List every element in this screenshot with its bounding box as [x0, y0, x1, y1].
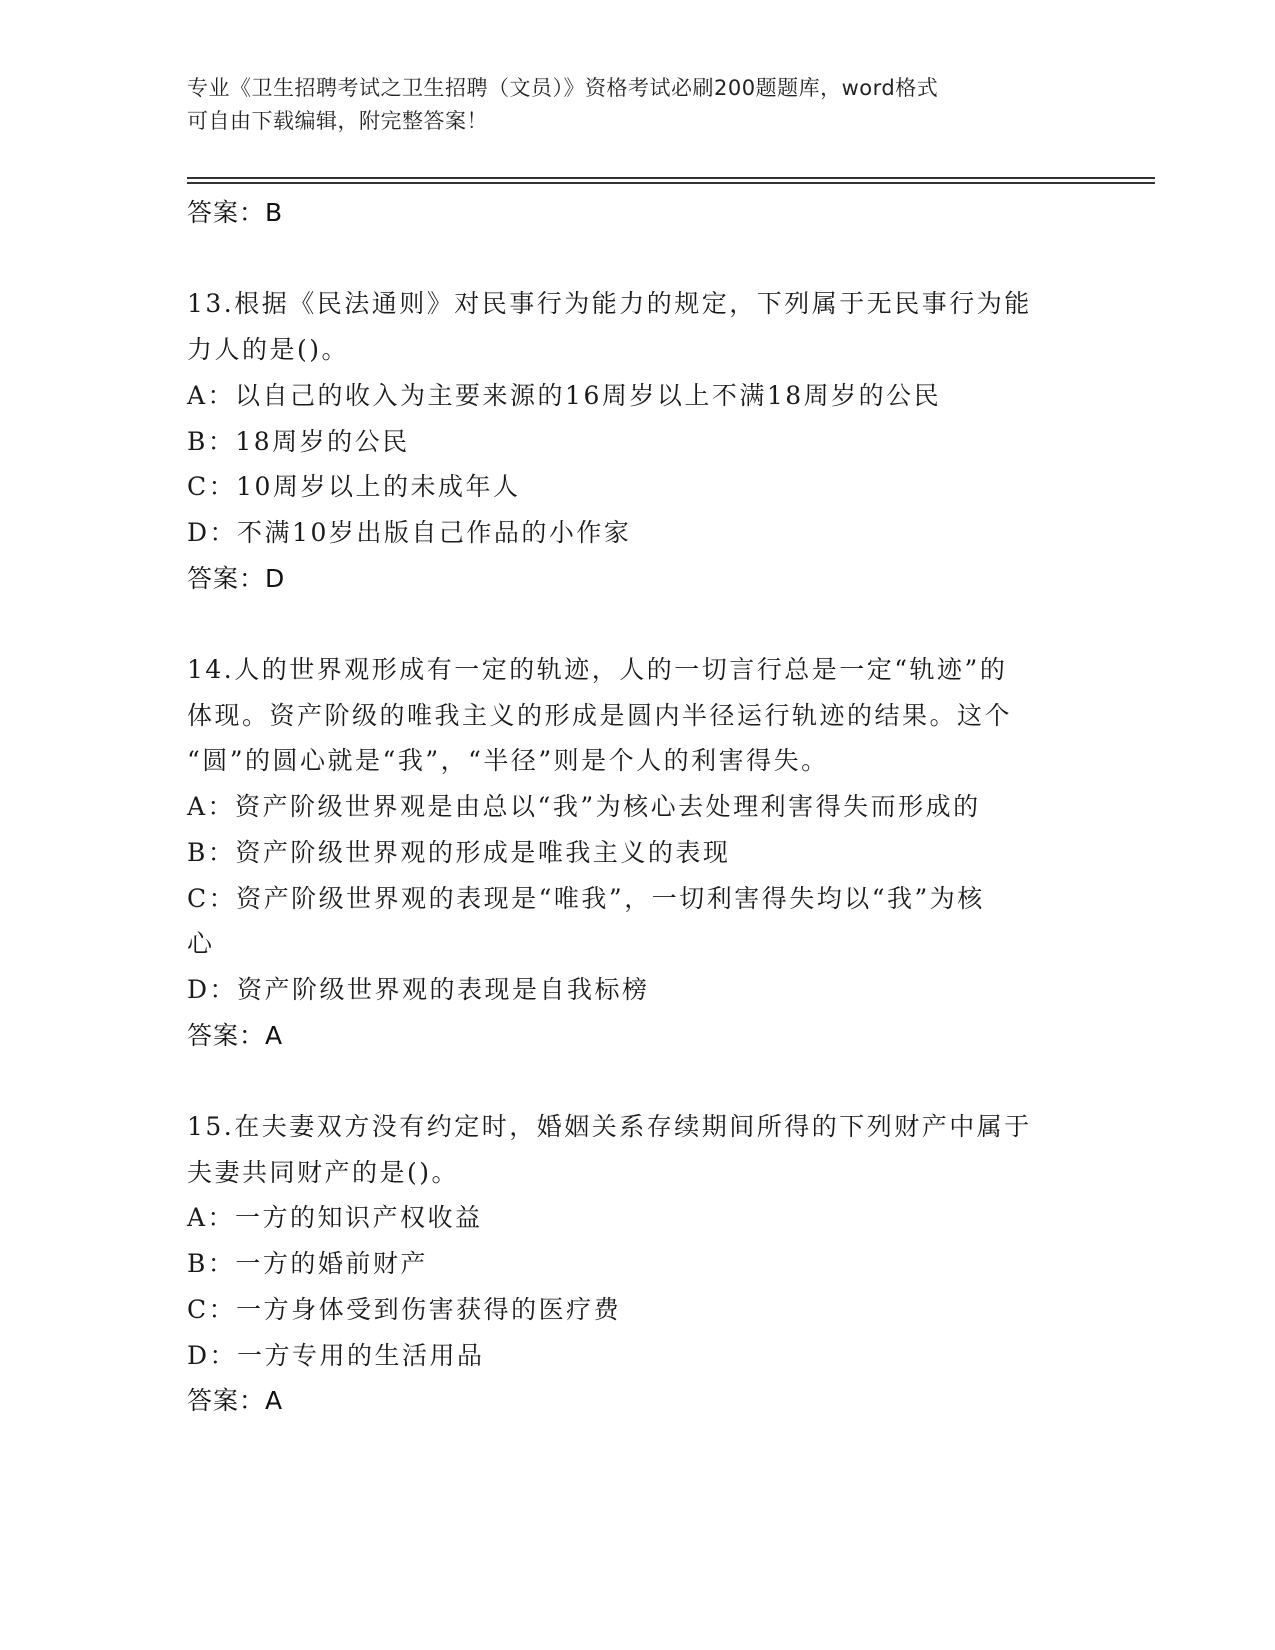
question-14-stem-line-3: “圆”的圆心就是“我”，“半径”则是个人的利害得失。 — [187, 746, 829, 776]
question-14-stem-line-2: 体现。资产阶级的唯我主义的形成是圆内半径运行轨迹的结果。这个 — [187, 700, 1013, 730]
question-13 — [187, 281, 1087, 601]
question-15-answer: 答案：A — [187, 1386, 284, 1416]
question-13-answer: 答案：D — [187, 563, 286, 593]
question-15 — [187, 1104, 1087, 1424]
header-line-1: 专业《卫生招聘考试之卫生招聘（文员）》资格考试必刷200题题库，word格式 — [187, 76, 939, 100]
question-14-option-b: B：资产阶级世界观的形成是唯我主义的表现 — [187, 837, 731, 867]
question-14-stem-line-1: 14.人的世界观形成有一定的轨迹，人的一切言行总是一定“轨迹”的 — [187, 655, 1008, 684]
question-13-option-b: B：18周岁的公民 — [187, 426, 410, 456]
spacer — [187, 236, 1087, 282]
question-list — [187, 190, 1087, 1424]
question-13-option-a: A：以自己的收入为主要来源的16周岁以上不满18周岁的公民 — [187, 380, 942, 410]
question-14-option-a: A：资产阶级世界观是由总以“我”为核心去处理利害得失而形成的 — [187, 792, 981, 822]
question-14-option-c-continued: 心 — [187, 929, 215, 959]
page-header — [187, 72, 1087, 138]
question-15-option-d: D：一方专用的生活用品 — [187, 1340, 485, 1370]
question-15-stem-line-2: 夫妻共同财产的是()。 — [187, 1157, 460, 1187]
question-15-stem-line-1: 15.在夫妻双方没有约定时，婚姻关系存续期间所得的下列财产中属于 — [187, 1112, 1032, 1142]
question-15-option-b: B：一方的婚前财产 — [187, 1249, 428, 1279]
header-divider-bottom — [187, 182, 1155, 184]
header-line-2: 可自由下载编辑，附完整答案！ — [187, 109, 488, 133]
question-15-option-c: C：一方身体受到伤害获得的医疗费 — [187, 1294, 622, 1324]
question-14-answer: 答案：A — [187, 1020, 284, 1050]
previous-answer: 答案：B — [187, 198, 284, 227]
spacer — [187, 601, 1087, 647]
question-15-option-a: A：一方的知识产权收益 — [187, 1203, 483, 1233]
question-13-option-c: C：10周岁以上的未成年人 — [187, 472, 521, 502]
question-13-stem-line-1: 13.根据《民法通则》对民事行为能力的规定，下列属于无民事行为能 — [187, 289, 1032, 319]
question-14-option-c: C：资产阶级世界观的表现是“唯我”，一切利害得失均以“我”为核 — [187, 883, 985, 913]
question-13-stem-line-2: 力人的是()。 — [187, 335, 350, 365]
question-14-option-d: D：资产阶级世界观的表现是自我标榜 — [187, 974, 650, 1004]
header-divider-top — [187, 177, 1155, 179]
question-14 — [187, 647, 1087, 1058]
question-13-option-d: D：不满10岁出版自己作品的小作家 — [187, 517, 632, 547]
spacer — [187, 1058, 1087, 1104]
